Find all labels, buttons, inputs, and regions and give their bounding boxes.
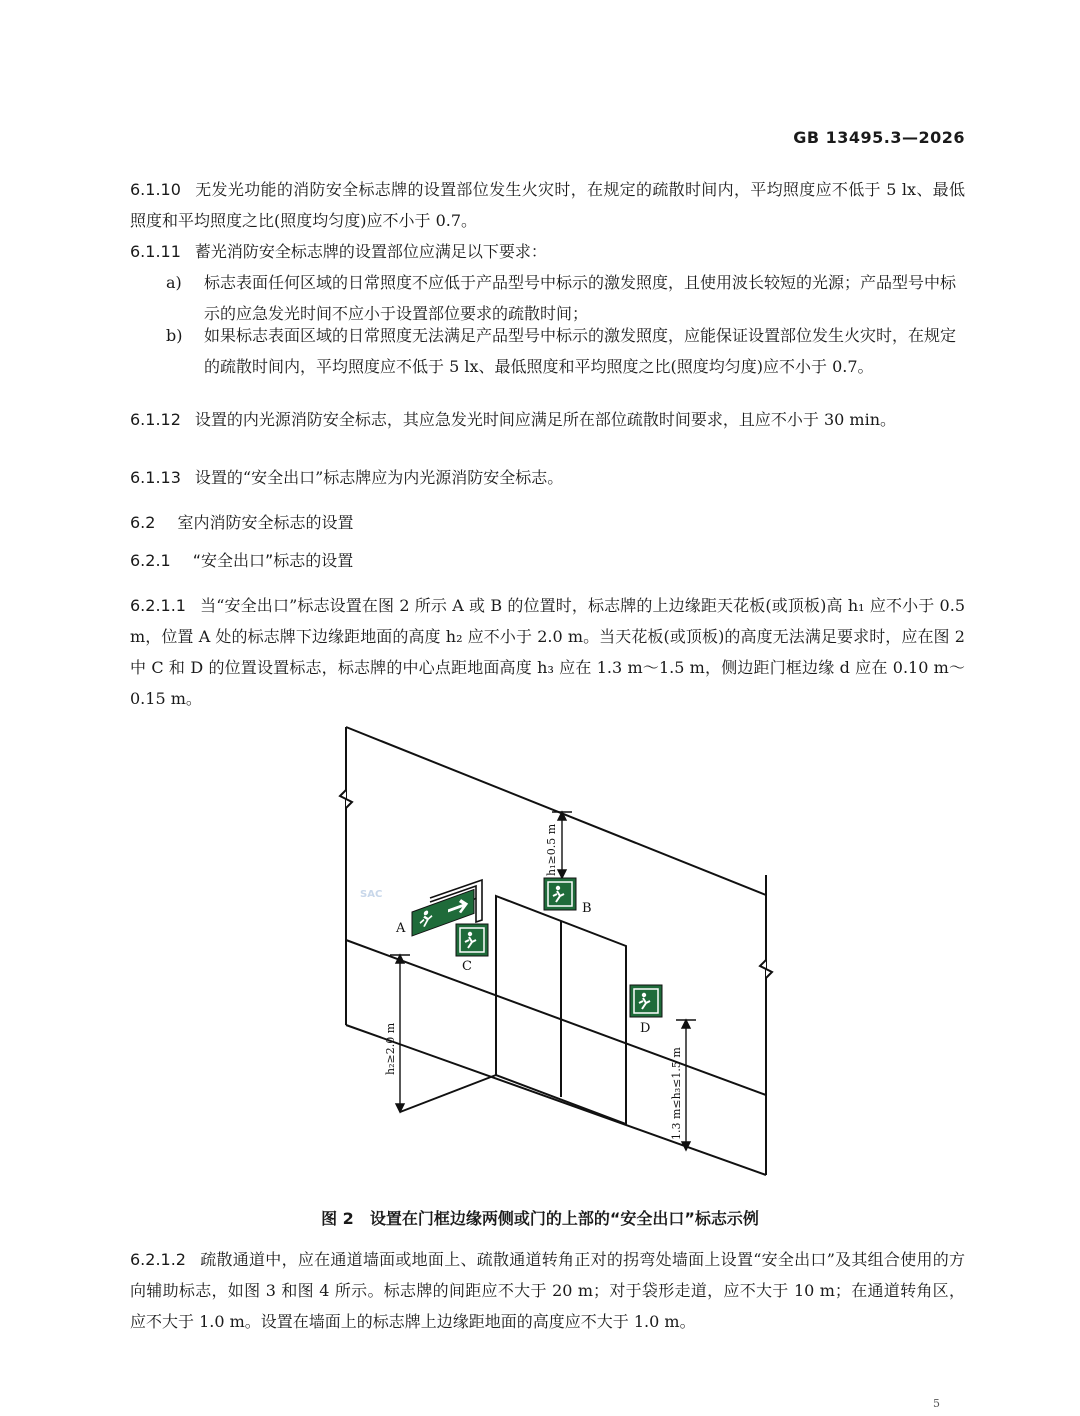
heading-number: 6.2.1 [130,551,171,570]
wall-floor-edge [346,1025,766,1175]
clause-number: 6.1.12 [130,410,181,429]
clause-text: 蓄光消防安全标志牌的设置部位应满足以下要求： [194,242,547,261]
heading-number: 6.2 [130,513,156,532]
clause-6-2-1-2 [130,1244,965,1337]
clause-number: 6.1.10 [130,180,181,199]
label-a: A [396,921,406,936]
list-marker: a) [166,273,182,292]
break-mark-right [760,960,772,978]
sign-c [456,924,488,956]
list-text: 如果标志表面区域的日常照度无法满足产品型号中标示的激发照度，应能保证设置部位发生火灾时，在规定的疏散时间内，平均照度应不低于 5 lx、最低照度和平均照度之比(照度均匀度)应不小于 0.7。 [204,326,957,376]
h3-label: 1.3 m≤h₃≤1.5 m [670,1047,683,1140]
page-number: 5 [933,1397,940,1410]
break-mark-left [340,790,352,808]
caption-number: 图 2 [321,1209,354,1228]
sign-b [544,878,576,910]
watermark-sac: SAC [360,889,383,900]
heading-text: “安全出口”标志的设置 [192,551,354,570]
h1-label: h₁≥0.5 m [545,823,558,876]
h2-label: h₂≥2.0 m [384,1022,397,1075]
clause-text: 设置的“安全出口”标志牌应为内光源消防安全标志。 [194,468,564,487]
list-marker: b) [166,326,183,345]
label-d: D [640,1021,651,1036]
heading-text: 室内消防安全标志的设置 [177,513,354,532]
list-text: 标志表面任何区域的日常照度不应低于产品型号中标示的激发照度，且使用波长较短的光源；产品型号中标示的应急发光时间不应小于设置部位要求的疏散时间； [204,273,957,323]
clause-number: 6.1.11 [130,242,181,261]
caption-text: 设置在门框边缘两侧或门的上部的“安全出口”标志示例 [369,1209,759,1228]
clause-text: 当“安全出口”标志设置在图 2 所示 A 或 B 的位置时，标志牌的上边缘距天花板(或顶板)高 h₁ 应不小于 0.5 m，位置 A 处的标志牌下边缘距地面的高度 h₂ 应不小于 2.0 m。当天花板(或顶板)的高度无法满足要求时，应在图 2 中 C 和 D 的位置设置标志，标志牌的中心点距地面高度 h₃ 应在 1.3 m～1.5 m，侧边距门框边缘 d 应在 0.10 m～0.15 m。 [130,596,965,708]
clause-number: 6.2.1.1 [130,596,186,615]
clause-number: 6.2.1.2 [130,1250,186,1269]
clause-text: 无发光功能的消防安全标志牌的设置部位发生火灾时，在规定的疏散时间内，平均照度应不低于 5 lx、最低照度和平均照度之比(照度均匀度)应不小于 0.7。 [130,180,965,230]
label-c: C [462,959,472,974]
clause-text: 疏散通道中，应在通道墙面或地面上、疏散通道转角正对的拐弯处墙面上设置“安全出口”及其组合使用的方向辅助标志，如图 3 和图 4 所示。标志牌的间距应不大于 20 m；对于袋形走道，应不大于 10 m；在通道转角区，应不大于 1.0 m。设置在墙面上的标志牌上边缘距地面的高度应不大于 1.0 m。 [130,1250,965,1331]
clause-text: 设置的内光源消防安全标志，其应急发光时间应满足所在部位疏散时间要求，且应不小于 30 min。 [194,410,897,429]
sign-d [630,985,662,1017]
label-b: B [582,901,592,916]
floor-line [400,1075,496,1112]
figure-caption [0,1206,1080,1229]
standard-number: GB 13495.3—2026 [793,128,965,147]
reference-line [346,940,766,1095]
clause-number: 6.1.13 [130,468,181,487]
